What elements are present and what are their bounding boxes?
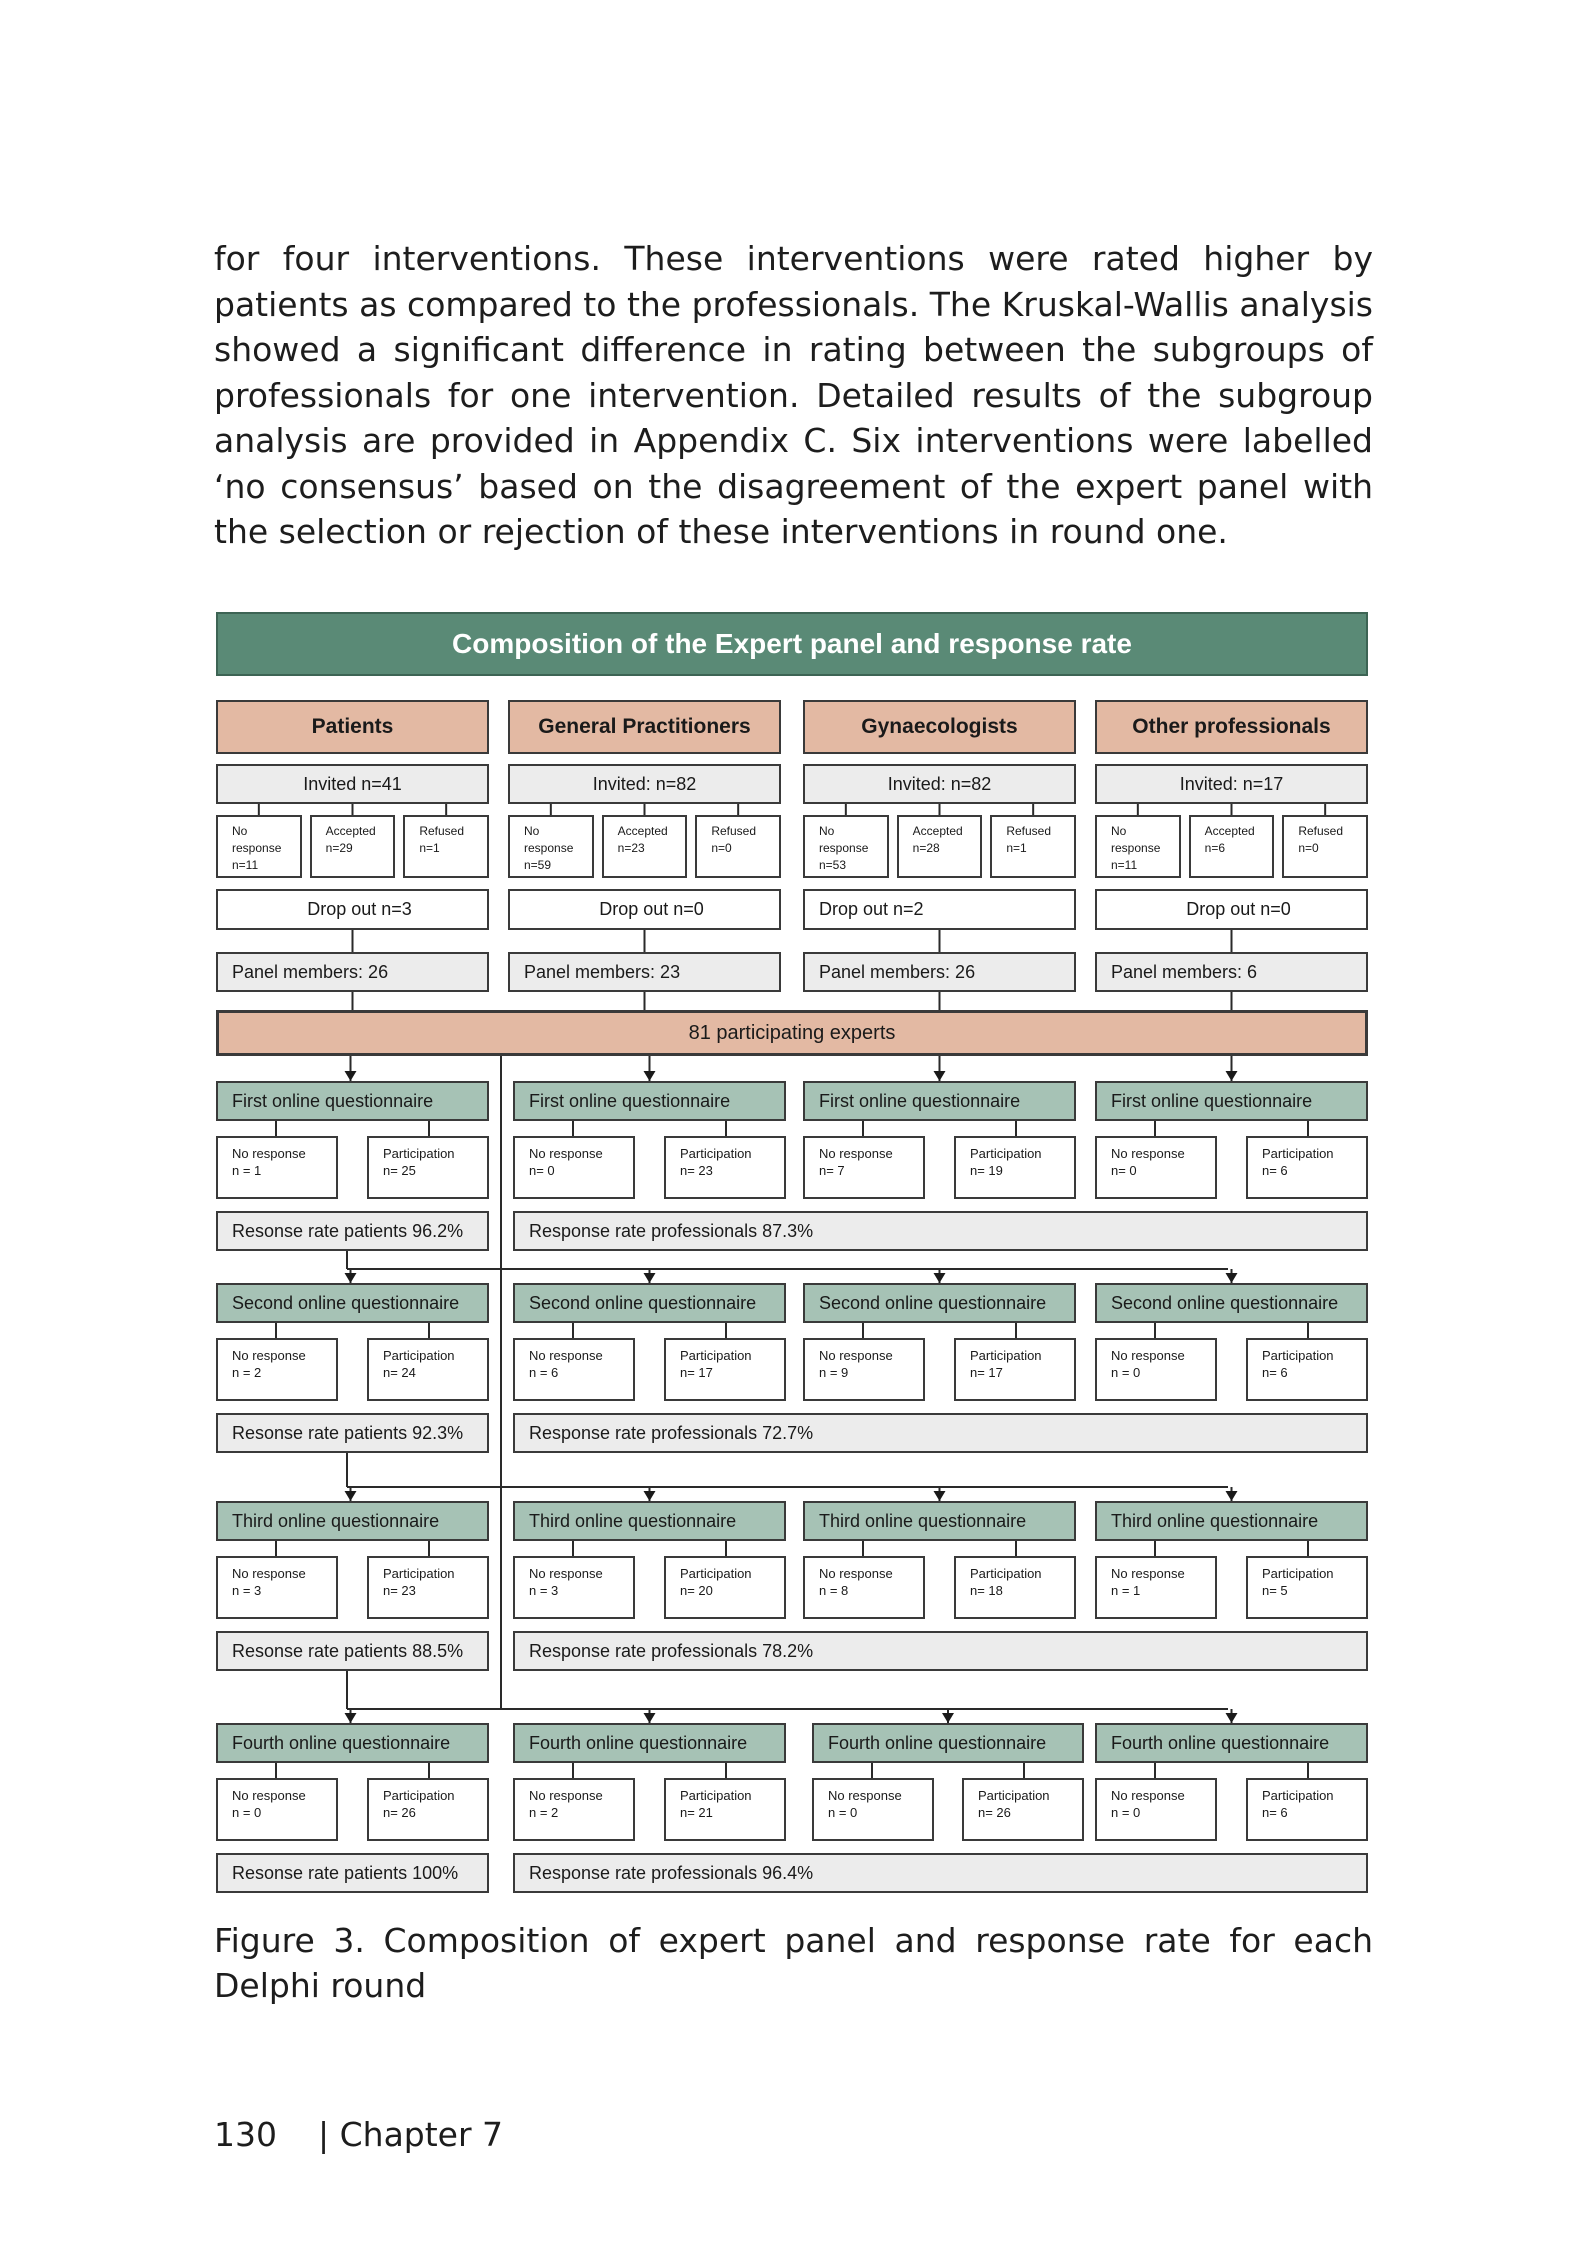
response-rate-professionals: Response rate professionals 96.4%: [513, 1853, 1368, 1893]
questionnaire-box: Second online questionnaire: [216, 1283, 489, 1323]
participation-box: Participation n= 24: [367, 1338, 489, 1401]
questionnaire-box: Third online questionnaire: [803, 1501, 1076, 1541]
no-response-box: No response n= 7: [803, 1136, 925, 1199]
no-response-box: No response n = 2: [216, 1338, 338, 1401]
accepted-box: Accepted n=29: [310, 815, 396, 878]
no-response-box: No response n = 3: [216, 1556, 338, 1619]
questionnaire-box: Second online questionnaire: [803, 1283, 1076, 1323]
refused-box: Refused n=0: [695, 815, 781, 878]
body-paragraph: for four interventions. These interventions were rated higher by patients as compared to the professionals. The Kruskal-Wallis analysis showed a significant difference in rating between the subgroups of professionals for one intervention. Detailed results of the subgroup analysis are provided in Appendix C. Six interventions were labelled ‘no consensus’ based on the disagreement of the expert panel with the selection or rejection of these interventions in round one.: [214, 239, 1373, 551]
no-response-box: No response n=11: [216, 815, 302, 878]
participation-box: Participation n= 19: [954, 1136, 1076, 1199]
no-response-box: No response n = 0: [812, 1778, 934, 1841]
participation-box: Participation n= 6: [1246, 1338, 1368, 1401]
participation-box: Participation n= 17: [954, 1338, 1076, 1401]
dropout-box: Drop out n=3: [216, 889, 489, 930]
refused-box: Refused n=0: [1282, 815, 1368, 878]
questionnaire-box: First online questionnaire: [216, 1081, 489, 1121]
chapter-label: | Chapter 7: [318, 2115, 504, 2154]
participation-box: Participation n= 17: [664, 1338, 786, 1401]
no-response-box: No response n = 6: [513, 1338, 635, 1401]
no-response-box: No response n = 2: [513, 1778, 635, 1841]
accepted-box: Accepted n=6: [1189, 815, 1275, 878]
participation-box: Participation n= 26: [962, 1778, 1084, 1841]
panel-members-box: Panel members: 26: [803, 952, 1076, 992]
response-rate-patients: Resonse rate patients 88.5%: [216, 1631, 489, 1671]
questionnaire-box: Fourth online questionnaire: [216, 1723, 489, 1763]
page-number: 130: [214, 2115, 277, 2154]
dropout-box: Drop out n=0: [1095, 889, 1368, 930]
accepted-box: Accepted n=28: [897, 815, 983, 878]
participation-box: Participation n= 6: [1246, 1778, 1368, 1841]
no-response-box: No response n = 3: [513, 1556, 635, 1619]
dropout-box: Drop out n=2: [803, 889, 1076, 930]
group-header: Patients: [216, 700, 489, 754]
no-response-box: No response n= 0: [1095, 1136, 1217, 1199]
no-response-box: No response n = 0: [1095, 1778, 1217, 1841]
participation-box: Participation n= 25: [367, 1136, 489, 1199]
figure-caption: Figure 3. Composition of expert panel and response rate for each Delphi round: [214, 1921, 1373, 2005]
participation-box: Participation n= 26: [367, 1778, 489, 1841]
no-response-box: No response n = 1: [216, 1136, 338, 1199]
participation-box: Participation n= 5: [1246, 1556, 1368, 1619]
response-rate-patients: Resonse rate patients 96.2%: [216, 1211, 489, 1251]
questionnaire-box: First online questionnaire: [803, 1081, 1076, 1121]
response-rate-professionals: Response rate professionals 87.3%: [513, 1211, 1368, 1251]
no-response-box: No response n = 8: [803, 1556, 925, 1619]
invited-box: Invited: n=17: [1095, 764, 1368, 804]
group-header: Gynaecologists: [803, 700, 1076, 754]
participation-box: Participation n= 21: [664, 1778, 786, 1841]
response-rate-professionals: Response rate professionals 72.7%: [513, 1413, 1368, 1453]
refused-box: Refused n=1: [990, 815, 1076, 878]
accepted-box: Accepted n=23: [602, 815, 688, 878]
questionnaire-box: Second online questionnaire: [1095, 1283, 1368, 1323]
panel-members-box: Panel members: 23: [508, 952, 781, 992]
no-response-box: No response n=59: [508, 815, 594, 878]
response-rate-professionals: Response rate professionals 78.2%: [513, 1631, 1368, 1671]
participating-experts-bar: 81 participating experts: [216, 1010, 1368, 1056]
group-header: Other professionals: [1095, 700, 1368, 754]
no-response-box: No response n = 1: [1095, 1556, 1217, 1619]
participation-box: Participation n= 20: [664, 1556, 786, 1619]
participation-box: Participation n= 6: [1246, 1136, 1368, 1199]
questionnaire-box: Fourth online questionnaire: [812, 1723, 1084, 1763]
no-response-box: No response n = 9: [803, 1338, 925, 1401]
participation-box: Participation n= 18: [954, 1556, 1076, 1619]
participation-box: Participation n= 23: [664, 1136, 786, 1199]
invited-box: Invited: n=82: [508, 764, 781, 804]
no-response-box: No response n = 0: [216, 1778, 338, 1841]
questionnaire-box: Third online questionnaire: [216, 1501, 489, 1541]
no-response-box: No response n= 0: [513, 1136, 635, 1199]
panel-members-box: Panel members: 6: [1095, 952, 1368, 992]
response-rate-patients: Resonse rate patients 100%: [216, 1853, 489, 1893]
panel-members-box: Panel members: 26: [216, 952, 489, 992]
no-response-box: No response n=53: [803, 815, 889, 878]
invited-box: Invited n=41: [216, 764, 489, 804]
response-rate-patients: Resonse rate patients 92.3%: [216, 1413, 489, 1453]
no-response-box: No response n = 0: [1095, 1338, 1217, 1401]
group-header: General Practitioners: [508, 700, 781, 754]
no-response-box: No response n=11: [1095, 815, 1181, 878]
questionnaire-box: Second online questionnaire: [513, 1283, 786, 1323]
questionnaire-box: Fourth online questionnaire: [1095, 1723, 1368, 1763]
questionnaire-box: Fourth online questionnaire: [513, 1723, 786, 1763]
questionnaire-box: Third online questionnaire: [1095, 1501, 1368, 1541]
dropout-box: Drop out n=0: [508, 889, 781, 930]
questionnaire-box: First online questionnaire: [513, 1081, 786, 1121]
refused-box: Refused n=1: [403, 815, 489, 878]
figure-title-bar: Composition of the Expert panel and response rate: [216, 612, 1368, 676]
invited-box: Invited: n=82: [803, 764, 1076, 804]
participation-box: Participation n= 23: [367, 1556, 489, 1619]
questionnaire-box: First online questionnaire: [1095, 1081, 1368, 1121]
questionnaire-box: Third online questionnaire: [513, 1501, 786, 1541]
